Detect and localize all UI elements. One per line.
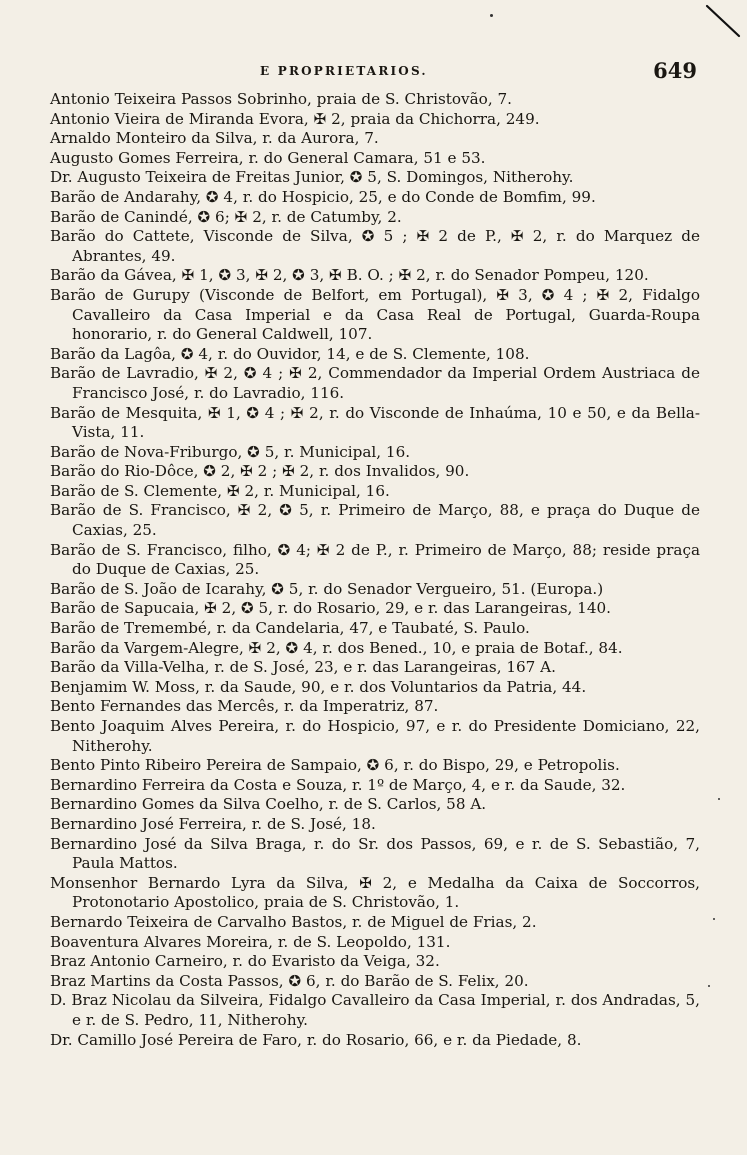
list-item: Benjamim W. Moss, r. da Saude, 90, e r. dos Voluntarios da Patria, 44. [50,677,587,696]
list-item: Bernardo Teixeira de Carvalho Bastos, r. de Miguel de Frias, 2. [50,912,537,931]
list-item: Barão de Andarahy, ✪ 4, r. do Hospicio, 25, e do Conde de Bomfim, 99. [50,187,596,206]
list-item: D. Braz Nicolau da Silveira, Fidalgo Cavalleiro da Casa Imperial, r. dos Andradas, 5, e r. de S. Pedro, 11, Nitherohy. [50,991,700,1029]
list-item: Barão de Tremembé, r. da Candelaria, 47, e Taubaté, S. Paulo. [50,619,530,638]
list-item: Barão da Gávea, ✠ 1, ✪ 3, ✠ 2, ✪ 3, ✠ B. O. ; ✠ 2, r. do Senador Pompeu, 120. [50,266,649,285]
running-title: E PROPRIETARIOS. [260,64,428,78]
list-item: Bento Joaquim Alves Pereira, r. do Hospicio, 97, e r. do Presidente Domiciano, 22, Nitherohy. [50,717,700,755]
list-item: Arnaldo Monteiro da Silva, r. da Aurora, 7. [50,129,379,148]
list-item: Bernardino José da Silva Braga, r. do Sr. dos Passos, 69, e r. de S. Sebastião, 7, Paula Mattos. [50,834,700,873]
list-item: Barão da Vargem-Alegre, ✠ 2, ✪ 4, r. dos Bened., 10, e praia de Botaf., 84. [50,638,623,657]
list-item: Barão de Gurupy (Visconde de Belfort, em Portugal), ✠ 3, ✪ 4 ; ✠ 2, Fidalgo Cavalleiro da Casa Imperial e da Casa Real de Portugal, Guarda-Roupa honorario, r. do General Caldwell, 107. [50,285,700,344]
list-item: Bento Fernandes das Mercês, r. da Imperatriz, 87. [50,697,439,716]
list-item: Barão da Villa-Velha, r. de S. José, 23, e r. das Larangeiras, 167 A. [50,658,556,677]
list-item: Augusto Gomes Ferreira, r. do General Camara, 51 e 53. [50,148,486,167]
list-item: Bernardino José Ferreira, r. de S. José, 18. [50,814,376,833]
list-item: Barão de Lavradio, ✠ 2, ✪ 4 ; ✠ 2, Commendador da Imperial Ordem Austriaca de Francisco José, r. do Lavradio, 116. [50,364,700,402]
list-item: Barão do Rio-Dôce, ✪ 2, ✠ 2 ; ✠ 2, r. dos Invalidos, 90. [50,462,470,481]
page-number: 649 [653,58,697,83]
ink-speck [708,985,710,987]
list-item: Barão de S. Francisco, filho, ✪ 4; ✠ 2 de P., r. Primeiro de Março, 88; reside praça do Duque de Caxias, 25. [50,540,700,579]
list-item: Braz Antonio Carneiro, r. do Evaristo da Veiga, 32. [50,952,440,971]
list-item: Barão de Mesquita, ✠ 1, ✪ 4 ; ✠ 2, r. do Visconde de Inhaúma, 10 e 50, e da Bella-Vista, 11. [50,403,700,442]
list-item: Bento Pinto Ribeiro Pereira de Sampaio, ✪ 6, r. do Bispo, 29, e Petropolis. [50,756,620,775]
ink-speck [490,14,493,17]
list-item: Antonio Vieira de Miranda Evora, ✠ 2, praia da Chichorra, 249. [50,109,540,128]
list-item: Bernardino Ferreira da Costa e Souza, r. 1º de Março, 4, e r. da Saude, 32. [50,775,626,794]
list-item: Barão de Sapucaia, ✠ 2, ✪ 5, r. do Rosario, 29, e r. das Larangeiras, 140. [50,599,611,618]
list-item: Antonio Teixeira Passos Sobrinho, praia de S. Christovão, 7. [50,90,512,108]
pen-mark-icon [703,4,743,38]
list-item: Barão da Lagôa, ✪ 4, r. do Ouvidor, 14, e de S. Clemente, 108. [50,344,530,363]
page-header [60,58,697,88]
list-item: Barão de Nova-Friburgo, ✪ 5, r. Municipal, 16. [50,442,411,461]
list-item: Barão do Cattete, Visconde de Silva, ✪ 5 ; ✠ 2 de P., ✠ 2, r. do Marquez de Abrantes, 49. [50,227,700,265]
ink-speck [718,798,720,800]
list-item: Braz Martins da Costa Passos, ✪ 6, r. do Barão de S. Felix, 20. [50,971,529,990]
list-item: Dr. Augusto Teixeira de Freitas Junior, ✪ 5, S. Domingos, Nitherohy. [50,168,574,187]
list-item: Monsenhor Bernardo Lyra da Silva, ✠ 2, e Medalha da Caixa de Soccorros, Protonotario Apostolico, praia de S. Christovão, 1. [50,873,700,912]
proprietor-list [50,90,700,1050]
list-item: Barão de Canindé, ✪ 6; ✠ 2, r. de Catumby, 2. [50,207,402,226]
ink-speck [713,918,715,920]
list-item: Barão de S. João de Icarahy, ✪ 5, r. do Senador Vergueiro, 51. (Europa.) [50,579,604,598]
list-item: Dr. Camillo José Pereira de Faro, r. do Rosario, 66, e r. da Piedade, 8. [50,1030,582,1049]
list-item: Bernardino Gomes da Silva Coelho, r. de S. Carlos, 58 A. [50,795,487,814]
list-item: Barão de S. Francisco, ✠ 2, ✪ 5, r. Primeiro de Março, 88, e praça do Duque de Caxias, 25. [50,501,700,540]
list-item: Barão de S. Clemente, ✠ 2, r. Municipal, 16. [50,481,390,500]
list-item: Boaventura Alvares Moreira, r. de S. Leopoldo, 131. [50,932,451,951]
